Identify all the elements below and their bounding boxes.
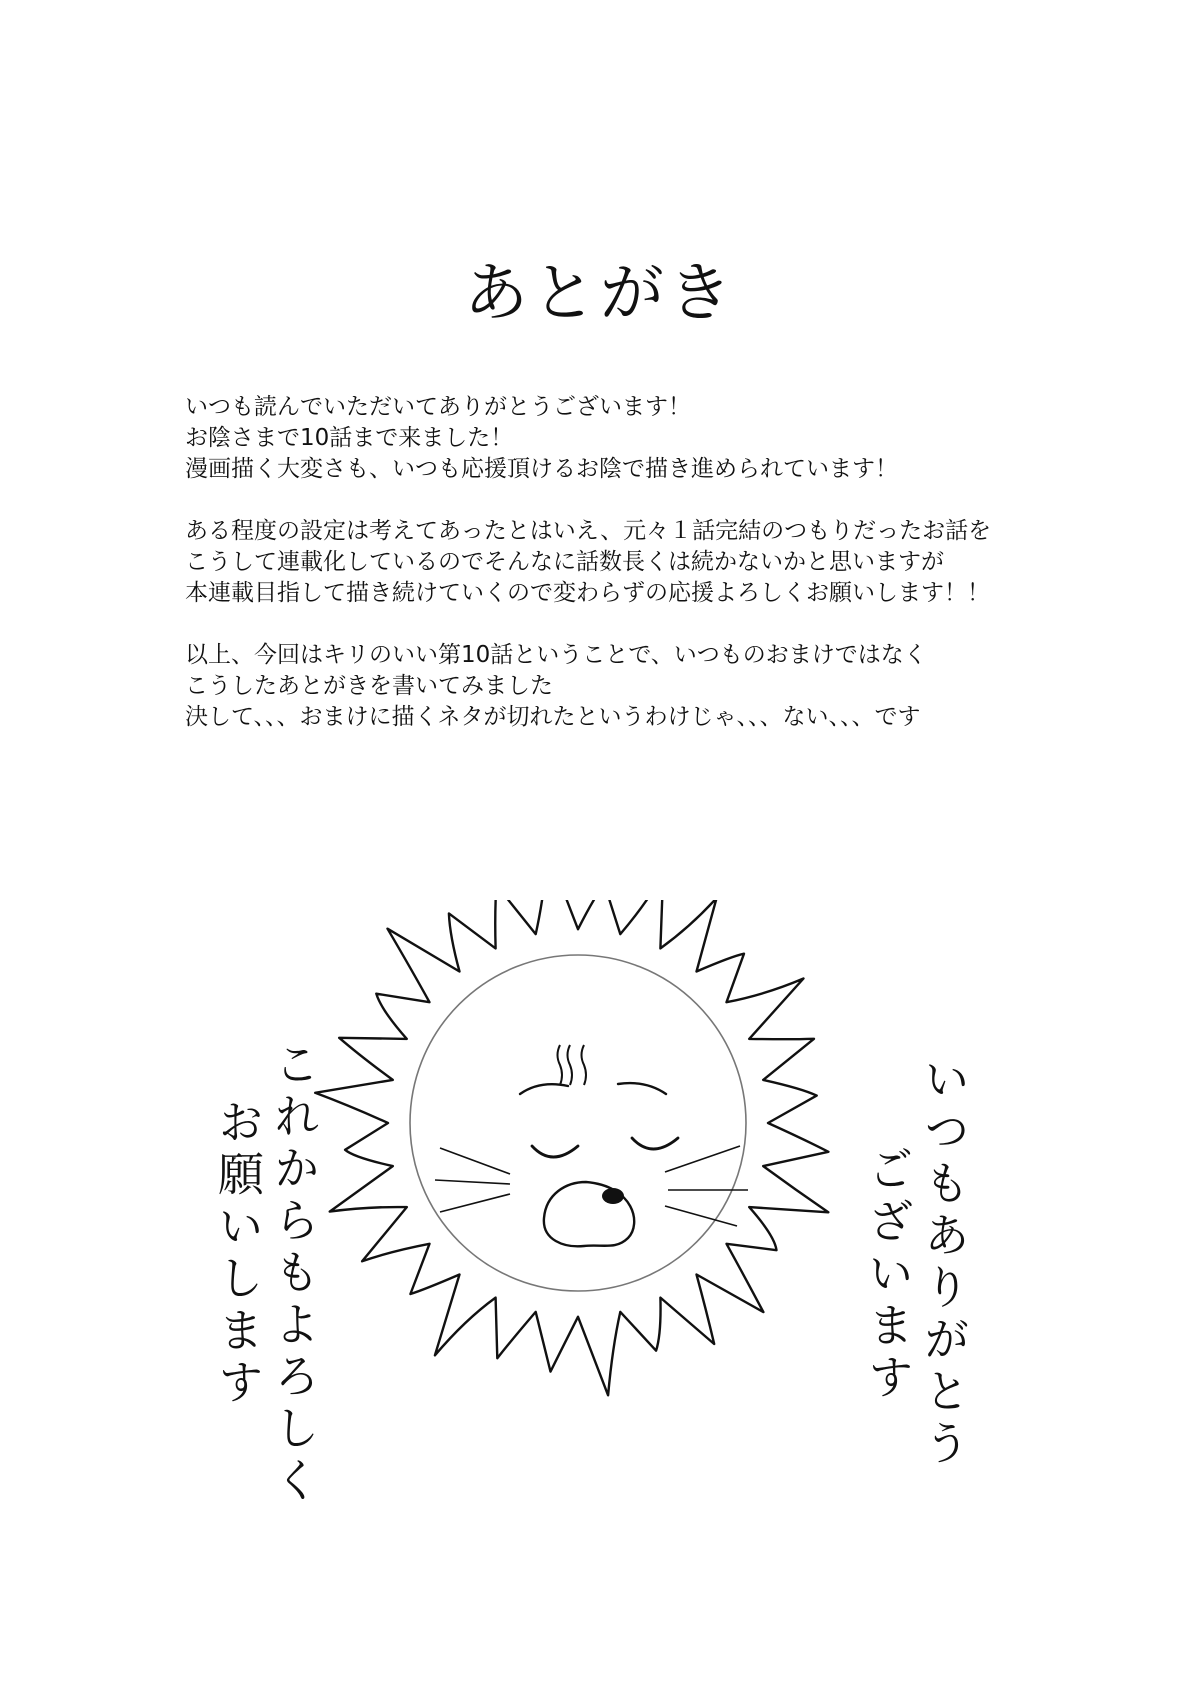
page-title: あとがき	[464, 257, 736, 331]
text-line: 決して、、、おまけに描くネタが切れたというわけじゃ、、、ない、、、です	[185, 704, 921, 730]
right-handwritten-message	[860, 1055, 972, 1471]
text-line: お陰さまで10話まで来ました！	[185, 425, 514, 451]
text-line: 本連載目指して描き続けていくので変わらずの応援よろしくお願いします！！	[185, 580, 990, 606]
message-line: ございます	[861, 1145, 915, 1405]
lion-nose	[602, 1188, 624, 1204]
text-line: 以上、今回はキリのいい第10話ということで、いつものおまけではなく	[185, 642, 927, 668]
text-line: こうして連載化しているのでそんなに話数長くは続かないかと思いますが	[185, 549, 944, 575]
paragraph-closing	[185, 640, 1085, 733]
message-line: いつもありがとう	[917, 1055, 971, 1471]
left-handwritten-message	[210, 1040, 322, 1508]
text-line: ある程度の設定は考えてあったとはいえ、元々１話完結のつもりだったお話を	[185, 518, 992, 544]
message-line: お願いします	[211, 1098, 265, 1410]
paragraph-series	[185, 516, 1085, 609]
afterword-body	[185, 392, 1085, 764]
text-line: こうしたあとがきを書いてみました	[185, 673, 553, 699]
text-line: 漫画描く大変さも、いつも応援頂けるお陰で描き進められています！	[185, 456, 898, 482]
text-line: いつも読んでいただいてありがとうございます！	[185, 394, 691, 420]
paragraph-thanks	[185, 392, 1085, 485]
message-line: これからもよろしく	[267, 1040, 321, 1508]
